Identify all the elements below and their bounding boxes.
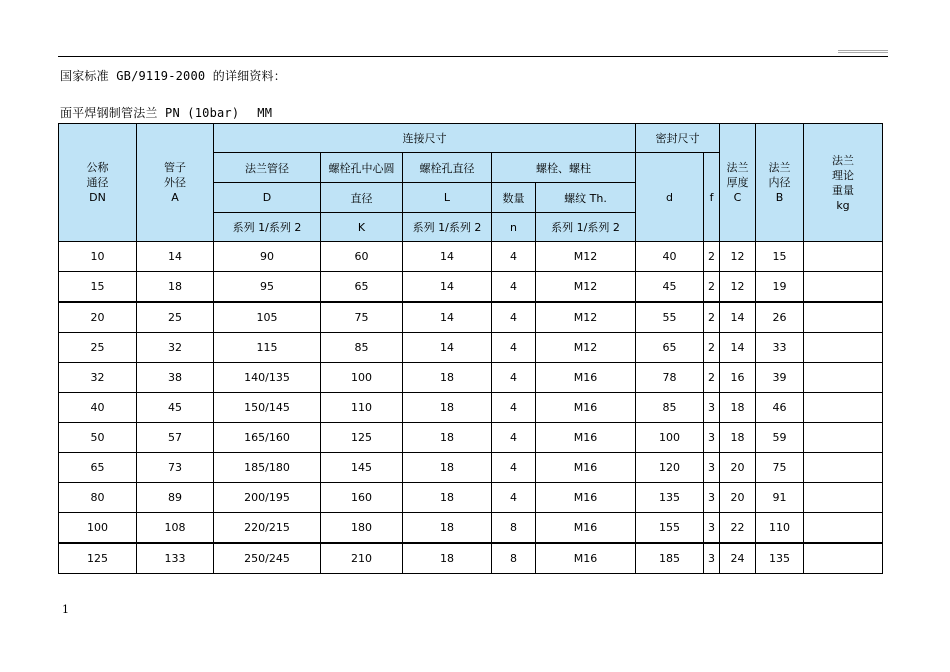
table-title-text: 面平焊钢制管法兰 PN (10bar) bbox=[60, 106, 240, 120]
group-seal-size: 密封尺寸 bbox=[636, 124, 720, 153]
table-cell: 32 bbox=[137, 333, 214, 363]
col-bolt-thread: 螺纹 Th. bbox=[536, 183, 636, 213]
table-cell: 32 bbox=[59, 363, 137, 393]
table-cell: 4 bbox=[492, 333, 536, 363]
table-cell: M16 bbox=[536, 483, 636, 513]
header-label: 厚度 bbox=[726, 176, 749, 189]
table-cell: 18 bbox=[403, 363, 492, 393]
col-thickness bbox=[720, 124, 756, 242]
table-cell: 12 bbox=[720, 242, 756, 272]
table-cell bbox=[804, 242, 883, 272]
table-cell bbox=[804, 302, 883, 333]
table-cell: 38 bbox=[137, 363, 214, 393]
table-cell: 4 bbox=[492, 302, 536, 333]
header-label: 法兰 bbox=[832, 153, 854, 167]
table-cell: 15 bbox=[756, 242, 804, 272]
table-row bbox=[59, 453, 883, 483]
header-label: 法兰 bbox=[768, 161, 791, 174]
header-label: 外径 bbox=[164, 176, 186, 189]
table-cell: 95 bbox=[214, 272, 321, 303]
table-cell: 135 bbox=[756, 543, 804, 574]
table-cell: 14 bbox=[403, 272, 492, 303]
table-cell: 108 bbox=[137, 513, 214, 544]
table-cell: 60 bbox=[321, 242, 403, 272]
table-cell: 65 bbox=[59, 453, 137, 483]
table-cell: M16 bbox=[536, 393, 636, 423]
table-cell: 18 bbox=[137, 272, 214, 303]
table-cell: 4 bbox=[492, 242, 536, 272]
header-label: C bbox=[733, 191, 742, 204]
table-row bbox=[59, 513, 883, 544]
table-title bbox=[60, 104, 272, 121]
table-cell bbox=[804, 393, 883, 423]
table-cell: 46 bbox=[756, 393, 804, 423]
table-cell bbox=[804, 543, 883, 574]
table-cell: 85 bbox=[321, 333, 403, 363]
table-cell: 78 bbox=[636, 363, 704, 393]
header-label: 重量 bbox=[832, 183, 854, 197]
header-label: A bbox=[171, 191, 179, 204]
table-cell: 18 bbox=[720, 393, 756, 423]
table-cell: 160 bbox=[321, 483, 403, 513]
table-cell: 50 bbox=[59, 423, 137, 453]
table-cell: M16 bbox=[536, 543, 636, 574]
table-cell: 2 bbox=[704, 242, 720, 272]
table-cell: 2 bbox=[704, 272, 720, 303]
col-pipe-od bbox=[137, 124, 214, 242]
table-cell: 135 bbox=[636, 483, 704, 513]
table-cell: M16 bbox=[536, 453, 636, 483]
table-cell: 2 bbox=[704, 302, 720, 333]
group-bolts: 螺栓、螺柱 bbox=[492, 153, 636, 183]
table-cell: 4 bbox=[492, 393, 536, 423]
table-cell: 73 bbox=[137, 453, 214, 483]
col-bolt-hole: 螺栓孔直径 bbox=[403, 153, 492, 183]
table-cell: 3 bbox=[704, 393, 720, 423]
table-cell: 100 bbox=[59, 513, 137, 544]
table-cell bbox=[804, 333, 883, 363]
table-row bbox=[59, 302, 883, 333]
col-bolt-circle-sub: 直径 bbox=[321, 183, 403, 213]
table-cell: 8 bbox=[492, 513, 536, 544]
table-cell: 40 bbox=[636, 242, 704, 272]
table-row bbox=[59, 272, 883, 303]
header-label: 管子 bbox=[164, 161, 186, 174]
table-cell: 20 bbox=[720, 453, 756, 483]
table-cell: 8 bbox=[492, 543, 536, 574]
table-header bbox=[59, 124, 883, 242]
header-label: 通径 bbox=[86, 176, 109, 189]
table-cell bbox=[804, 513, 883, 544]
header-label: B bbox=[775, 191, 784, 204]
table-cell: 55 bbox=[636, 302, 704, 333]
table-cell: 125 bbox=[59, 543, 137, 574]
col-bolt-hole-series: 系列 1/系列 2 bbox=[403, 213, 492, 242]
table-cell: 12 bbox=[720, 272, 756, 303]
col-bolt-qty: 数量 bbox=[492, 183, 536, 213]
table-cell: 18 bbox=[403, 543, 492, 574]
table-cell: 18 bbox=[403, 423, 492, 453]
col-flange-od: 法兰管径 bbox=[214, 153, 321, 183]
table-cell: 24 bbox=[720, 543, 756, 574]
table-cell: 91 bbox=[756, 483, 804, 513]
header-label: DN bbox=[89, 191, 106, 204]
table-cell: 140/135 bbox=[214, 363, 321, 393]
table-cell: 25 bbox=[137, 302, 214, 333]
table-cell: 145 bbox=[321, 453, 403, 483]
table-cell: 65 bbox=[321, 272, 403, 303]
table-cell: 185 bbox=[636, 543, 704, 574]
table-cell: 45 bbox=[636, 272, 704, 303]
page-number: 1 bbox=[62, 603, 69, 616]
table-cell: 14 bbox=[403, 302, 492, 333]
table-cell: 250/245 bbox=[214, 543, 321, 574]
table-cell: M12 bbox=[536, 242, 636, 272]
table-cell: 3 bbox=[704, 453, 720, 483]
table-cell: 185/180 bbox=[214, 453, 321, 483]
table-cell: 40 bbox=[59, 393, 137, 423]
table-cell bbox=[804, 423, 883, 453]
col-bolt-thread-series: 系列 1/系列 2 bbox=[536, 213, 636, 242]
header-label: 法兰 bbox=[726, 161, 749, 174]
table-unit: MM bbox=[257, 106, 273, 120]
table-cell: 115 bbox=[214, 333, 321, 363]
col-flange-od-code: D bbox=[214, 183, 321, 213]
table-cell: 4 bbox=[492, 483, 536, 513]
table-row bbox=[59, 363, 883, 393]
col-flange-od-series: 系列 1/系列 2 bbox=[214, 213, 321, 242]
table-cell: 2 bbox=[704, 363, 720, 393]
table-cell: 18 bbox=[720, 423, 756, 453]
table-cell: 80 bbox=[59, 483, 137, 513]
table-cell: M12 bbox=[536, 302, 636, 333]
table-cell: 85 bbox=[636, 393, 704, 423]
table-cell: 14 bbox=[403, 333, 492, 363]
table-row bbox=[59, 393, 883, 423]
col-bolt-qty-code: n bbox=[492, 213, 536, 242]
header-label: kg bbox=[836, 198, 850, 212]
table-cell: 20 bbox=[720, 483, 756, 513]
table-cell: 150/145 bbox=[214, 393, 321, 423]
header-label: 内径 bbox=[768, 176, 791, 189]
table-cell bbox=[804, 363, 883, 393]
col-seal-d: d bbox=[636, 153, 704, 242]
table-cell bbox=[804, 453, 883, 483]
table-cell: 110 bbox=[756, 513, 804, 544]
table-cell: 18 bbox=[403, 483, 492, 513]
table-cell: 110 bbox=[321, 393, 403, 423]
table-cell: 18 bbox=[403, 453, 492, 483]
table-cell: 75 bbox=[321, 302, 403, 333]
header-decoration bbox=[838, 50, 888, 51]
header-label: 理论 bbox=[832, 168, 854, 182]
table-row bbox=[59, 543, 883, 574]
table-cell: 14 bbox=[720, 333, 756, 363]
table-cell: 100 bbox=[636, 423, 704, 453]
col-nominal-diameter bbox=[59, 124, 137, 242]
table-cell: 18 bbox=[403, 393, 492, 423]
table-cell: 25 bbox=[59, 333, 137, 363]
table-cell: 18 bbox=[403, 513, 492, 544]
table-cell: 90 bbox=[214, 242, 321, 272]
table-cell: M12 bbox=[536, 272, 636, 303]
table-cell: 180 bbox=[321, 513, 403, 544]
table-cell: 14 bbox=[137, 242, 214, 272]
table-cell: 39 bbox=[756, 363, 804, 393]
header-decoration bbox=[838, 52, 888, 53]
table-cell: 200/195 bbox=[214, 483, 321, 513]
flange-table bbox=[58, 123, 883, 574]
table-cell: 165/160 bbox=[214, 423, 321, 453]
table-cell: 4 bbox=[492, 363, 536, 393]
table-cell: 105 bbox=[214, 302, 321, 333]
table-cell: 57 bbox=[137, 423, 214, 453]
table-cell bbox=[804, 483, 883, 513]
col-bolt-hole-code: L bbox=[403, 183, 492, 213]
table-cell: 210 bbox=[321, 543, 403, 574]
table-cell bbox=[804, 272, 883, 303]
table-cell: 14 bbox=[720, 302, 756, 333]
table-cell: M16 bbox=[536, 513, 636, 544]
table-cell: 59 bbox=[756, 423, 804, 453]
table-cell: 220/215 bbox=[214, 513, 321, 544]
table-cell: 19 bbox=[756, 272, 804, 303]
col-seal-f: f bbox=[704, 153, 720, 242]
table-cell: 89 bbox=[137, 483, 214, 513]
table-cell: 3 bbox=[704, 423, 720, 453]
group-connection-size: 连接尺寸 bbox=[214, 124, 636, 153]
table-cell: M12 bbox=[536, 333, 636, 363]
table-cell: M16 bbox=[536, 423, 636, 453]
table-row bbox=[59, 483, 883, 513]
table-row bbox=[59, 333, 883, 363]
header-label: 公称 bbox=[86, 161, 109, 174]
table-row bbox=[59, 423, 883, 453]
header-rule bbox=[58, 56, 888, 57]
table-cell: 16 bbox=[720, 363, 756, 393]
table-cell: 14 bbox=[403, 242, 492, 272]
table-cell: M16 bbox=[536, 363, 636, 393]
table-row bbox=[59, 242, 883, 272]
table-cell: 4 bbox=[492, 272, 536, 303]
table-cell: 4 bbox=[492, 423, 536, 453]
table-cell: 65 bbox=[636, 333, 704, 363]
col-weight bbox=[804, 124, 883, 242]
table-cell: 155 bbox=[636, 513, 704, 544]
table-cell: 3 bbox=[704, 483, 720, 513]
table-cell: 75 bbox=[756, 453, 804, 483]
table-cell: 15 bbox=[59, 272, 137, 303]
table-cell: 125 bbox=[321, 423, 403, 453]
table-cell: 133 bbox=[137, 543, 214, 574]
table-cell: 120 bbox=[636, 453, 704, 483]
table-cell: 22 bbox=[720, 513, 756, 544]
table-cell: 20 bbox=[59, 302, 137, 333]
col-bolt-circle: 螺栓孔中心圆 bbox=[321, 153, 403, 183]
table-cell: 100 bbox=[321, 363, 403, 393]
table-body bbox=[59, 242, 883, 574]
table-cell: 45 bbox=[137, 393, 214, 423]
table-cell: 10 bbox=[59, 242, 137, 272]
table-cell: 4 bbox=[492, 453, 536, 483]
table-cell: 3 bbox=[704, 513, 720, 544]
col-inner-diameter bbox=[756, 124, 804, 242]
intro-text: 国家标准 GB/9119-2000 的详细资料： bbox=[60, 69, 286, 83]
table-cell: 2 bbox=[704, 333, 720, 363]
table-cell: 26 bbox=[756, 302, 804, 333]
table-cell: 33 bbox=[756, 333, 804, 363]
table-cell: 3 bbox=[704, 543, 720, 574]
col-bolt-circle-code: K bbox=[321, 213, 403, 242]
